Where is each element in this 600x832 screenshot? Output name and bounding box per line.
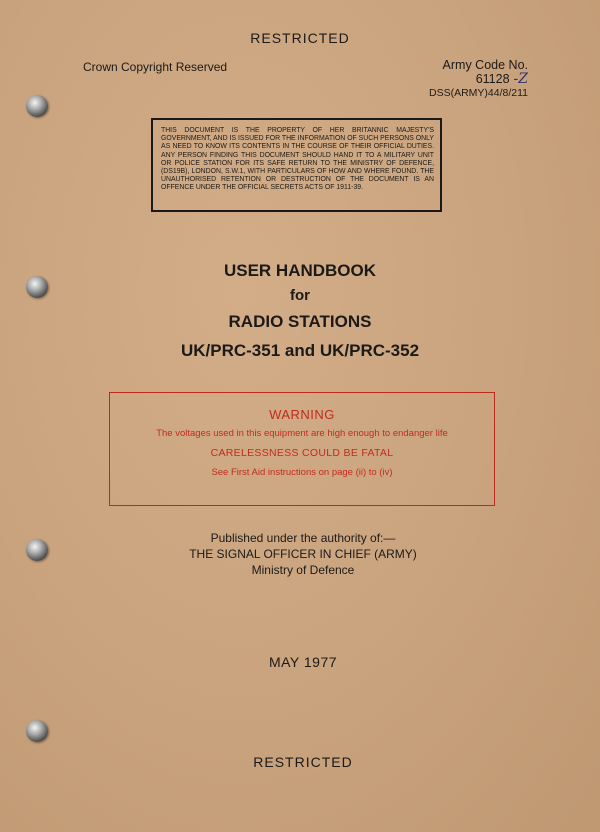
army-code-number-line bbox=[380, 72, 528, 86]
warning-box bbox=[109, 392, 495, 506]
dss-reference: DSS(ARMY)44/8/211 bbox=[428, 87, 528, 99]
warning-voltage-text: The voltages used in this equipment are high enough to endanger life bbox=[156, 428, 448, 439]
binder-hole bbox=[26, 720, 48, 742]
publisher-block bbox=[0, 530, 600, 578]
warning-heading: WARNING bbox=[269, 407, 335, 422]
title-line-2: for bbox=[290, 287, 310, 304]
army-code-number: 61128 bbox=[475, 72, 510, 86]
army-code-block bbox=[380, 58, 528, 100]
property-notice: THIS DOCUMENT IS THE PROPERTY OF HER BRITANNIC MAJESTY'S GOVERNMENT, AND IS ISSUED FOR THE INFORMATION OF SUCH PERSONS ONLY AS NEED TO KNOW ITS CONTENTS IN THE COURSE OF THEIR OFFICIAL DUTIES. ANY PERSON FINDING THIS DOCUMENT SHOULD HAND IT TO A MILITARY UNIT OR POLICE STATION FOR ITS SAFE RETURN TO THE MINISTRY OF DEFENCE, (DS19B), LONDON, S.W.1, WITH PARTICULARS OF HOW AND WHERE FOUND. THE UNAUTHORISED RETENTION OR DESTRUCTION OF THE DOCUMENT IS AN OFFENCE UNDER THE OFFICIAL SECRETS ACTS OF 1911-39. bbox=[151, 118, 442, 212]
handwritten-suffix: -Z bbox=[513, 71, 528, 87]
title-line-4: UK/PRC-351 and UK/PRC-352 bbox=[180, 341, 420, 360]
army-code-label: Army Code No. bbox=[442, 58, 528, 72]
copyright-notice: Crown Copyright Reserved bbox=[83, 60, 228, 74]
title-block bbox=[0, 258, 600, 366]
classification-bottom: RESTRICTED bbox=[253, 754, 353, 770]
publisher-line-2: THE SIGNAL OFFICER IN CHIEF (ARMY) bbox=[189, 547, 417, 561]
title-line-1: USER HANDBOOK bbox=[223, 261, 377, 280]
publisher-line-3: Ministry of Defence bbox=[251, 563, 355, 577]
warning-first-aid-text: See First Aid instructions on page (ii) to (iv) bbox=[211, 467, 393, 478]
title-line-3: RADIO STATIONS bbox=[228, 312, 372, 331]
classification-top: RESTRICTED bbox=[250, 30, 350, 46]
publication-date: MAY 1977 bbox=[268, 654, 338, 670]
publisher-line-1: Published under the authority of:— bbox=[210, 531, 396, 545]
binder-hole bbox=[26, 95, 48, 117]
warning-fatal-text: CARELESSNESS COULD BE FATAL bbox=[210, 447, 394, 459]
